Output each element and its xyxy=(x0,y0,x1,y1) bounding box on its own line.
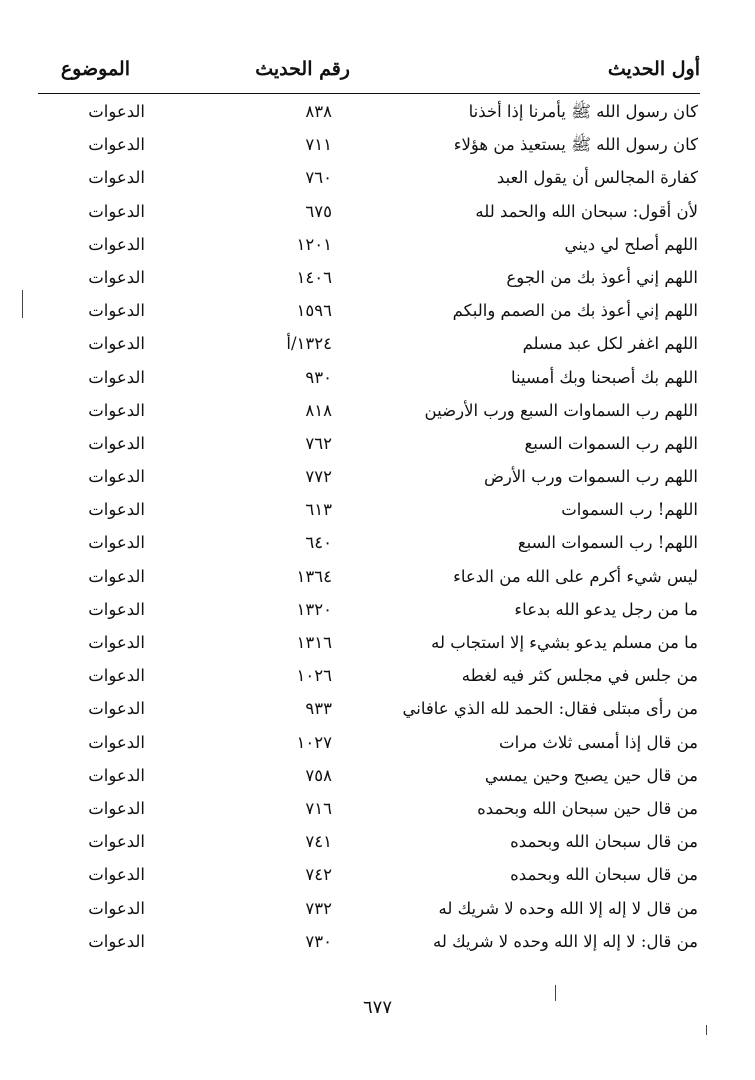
hadith-number-cell: ٧٤١ xyxy=(305,832,332,852)
table-row xyxy=(30,761,710,794)
hadith-number-cell: ٧٣٠ xyxy=(305,931,332,951)
first-words-cell: اللهم اغفر لكل عبد مسلم xyxy=(522,334,698,354)
hadith-number-cell: ٦٧٥ xyxy=(305,201,332,221)
hadith-number-cell: ٧٥٨ xyxy=(305,765,332,785)
hadith-number-cell: ٧٦٢ xyxy=(305,433,332,453)
table-row xyxy=(30,794,710,827)
table-row xyxy=(30,860,710,893)
first-words-cell: اللهم بك أصبحنا وبك أمسينا xyxy=(511,367,698,387)
scan-mark xyxy=(22,290,23,318)
scan-mark xyxy=(555,985,556,1001)
topic-cell: الدعوات xyxy=(88,699,145,719)
first-words-cell: اللهم رب السموات ورب الأرض xyxy=(483,467,698,487)
first-words-cell: اللهم! رب السموات xyxy=(561,500,698,520)
table-row xyxy=(30,495,710,528)
hadith-number-cell: ٧١١ xyxy=(305,135,332,155)
hadith-number-cell: ١٢٠١ xyxy=(296,234,332,254)
table-row xyxy=(30,927,710,960)
table-row xyxy=(30,429,710,462)
hadith-number-cell: ١٣٢٠ xyxy=(296,599,332,619)
topic-cell: الدعوات xyxy=(88,301,145,321)
first-words-cell: من قال سبحان الله وبحمده xyxy=(510,832,698,852)
topic-cell: الدعوات xyxy=(88,135,145,155)
first-words-cell: اللهم إني أعوذ بك من الصمم والبكم xyxy=(452,301,698,321)
hadith-number-cell: ١٠٢٦ xyxy=(296,666,332,686)
first-words-cell: اللهم رب السماوات السبع ورب الأرضين xyxy=(424,400,698,420)
topic-cell: الدعوات xyxy=(88,798,145,818)
topic-cell: الدعوات xyxy=(88,433,145,453)
topic-cell: الدعوات xyxy=(88,898,145,918)
table-row xyxy=(30,97,710,130)
topic-cell: الدعوات xyxy=(88,467,145,487)
scan-mark xyxy=(706,1025,707,1035)
table-row xyxy=(30,894,710,927)
first-words-cell: اللهم! رب السموات السبع xyxy=(517,533,698,553)
hadith-number-cell: ٧١٦ xyxy=(305,798,332,818)
table-row xyxy=(30,230,710,263)
first-words-cell: من جلس في مجلس كثر فيه لغطه xyxy=(461,666,698,686)
first-words-cell: اللهم إني أعوذ بك من الجوع xyxy=(506,267,698,287)
first-words-cell: لأن أقول: سبحان الله والحمد لله xyxy=(475,201,698,221)
topic-cell: الدعوات xyxy=(88,102,145,121)
first-words-cell: كان رسول الله ﷺ يأمرنا إذا أخذنا xyxy=(468,102,698,121)
first-words-cell: ليس شيء أكرم على الله من الدعاء xyxy=(453,566,698,586)
first-words-cell: من قال حين يصبح وحين يمسي xyxy=(484,765,698,785)
topic-cell: الدعوات xyxy=(88,533,145,553)
header-topic: الموضوع xyxy=(60,58,130,80)
topic-cell: الدعوات xyxy=(88,599,145,619)
topic-cell: الدعوات xyxy=(88,732,145,752)
first-words-cell: ما من رجل يدعو الله بدعاء xyxy=(514,599,698,619)
hadith-number-cell: ٧٦٠ xyxy=(305,168,332,188)
hadith-number-cell: ٨٣٨ xyxy=(305,102,332,121)
topic-cell: الدعوات xyxy=(88,765,145,785)
table-header xyxy=(30,58,710,94)
first-words-cell: كان رسول الله ﷺ يستعيذ من هؤلاء xyxy=(453,135,698,155)
hadith-number-cell: ١٤٠٦ xyxy=(296,267,332,287)
topic-cell: الدعوات xyxy=(88,566,145,586)
table-row xyxy=(30,628,710,661)
first-words-cell: من قال: لا إله إلا الله وحده لا شريك له xyxy=(432,931,698,951)
header-first-words: أول الحديث xyxy=(607,58,700,80)
hadith-number-cell: ٧٣٢ xyxy=(305,898,332,918)
topic-cell: الدعوات xyxy=(88,201,145,221)
table-row xyxy=(30,329,710,362)
first-words-cell: اللهم رب السموات السبع xyxy=(524,433,698,453)
hadith-number-cell: ٩٣٠ xyxy=(305,367,332,387)
topic-cell: الدعوات xyxy=(88,334,145,354)
topic-cell: الدعوات xyxy=(88,367,145,387)
table-row xyxy=(30,595,710,628)
table-row xyxy=(30,296,710,329)
first-words-cell: اللهم أصلح لي ديني xyxy=(564,234,698,254)
topic-cell: الدعوات xyxy=(88,865,145,885)
hadith-number-cell: ٩٣٣ xyxy=(305,699,332,719)
hadith-number-cell: ٨١٨ xyxy=(305,400,332,420)
table-row xyxy=(30,694,710,727)
topic-cell: الدعوات xyxy=(88,168,145,188)
first-words-cell: كفارة المجالس أن يقول العبد xyxy=(496,168,698,188)
page-number: ٦٧٧ xyxy=(362,997,392,1018)
table-row xyxy=(30,528,710,561)
table-row xyxy=(30,396,710,429)
topic-cell: الدعوات xyxy=(88,931,145,951)
topic-cell: الدعوات xyxy=(88,666,145,686)
hadith-number-cell: ١٣٦٤ xyxy=(296,566,332,586)
topic-cell: الدعوات xyxy=(88,500,145,520)
topic-cell: الدعوات xyxy=(88,234,145,254)
table-row xyxy=(30,363,710,396)
hadith-number-cell: ٦٤٠ xyxy=(305,533,332,553)
topic-cell: الدعوات xyxy=(88,400,145,420)
table-row xyxy=(30,462,710,495)
first-words-cell: من قال سبحان الله وبحمده xyxy=(510,865,698,885)
first-words-cell: ما من مسلم يدعو بشيء إلا استجاب له xyxy=(431,633,698,652)
table-row xyxy=(30,827,710,860)
table-row xyxy=(30,562,710,595)
topic-cell: الدعوات xyxy=(88,832,145,852)
table-row xyxy=(30,197,710,230)
table-row xyxy=(30,263,710,296)
first-words-cell: من قال لا إله إلا الله وحده لا شريك له xyxy=(438,898,698,918)
first-words-cell: من قال حين سبحان الله وبحمده xyxy=(477,798,698,818)
table-row xyxy=(30,130,710,163)
first-words-cell: من رأى مبتلى فقال: الحمد لله الذي عافاني xyxy=(402,699,698,719)
hadith-number-cell: ١٣٢٤/أ xyxy=(286,334,332,354)
table-row xyxy=(30,163,710,196)
topic-cell: الدعوات xyxy=(88,633,145,652)
hadith-number-cell: ٦١٣ xyxy=(305,500,332,520)
hadith-number-cell: ١٠٢٧ xyxy=(296,732,332,752)
table-row xyxy=(30,661,710,694)
table-row xyxy=(30,728,710,761)
header-rule xyxy=(38,93,700,94)
hadith-index-table xyxy=(30,97,710,960)
hadith-number-cell: ٧٤٢ xyxy=(305,865,332,885)
first-words-cell: من قال إذا أمسى ثلاث مرات xyxy=(499,732,698,752)
topic-cell: الدعوات xyxy=(88,267,145,287)
hadith-number-cell: ١٥٩٦ xyxy=(296,301,332,321)
hadith-number-cell: ٧٧٢ xyxy=(305,467,332,487)
header-hadith-number: رقم الحديث xyxy=(255,58,350,80)
hadith-number-cell: ١٣١٦ xyxy=(296,633,332,652)
